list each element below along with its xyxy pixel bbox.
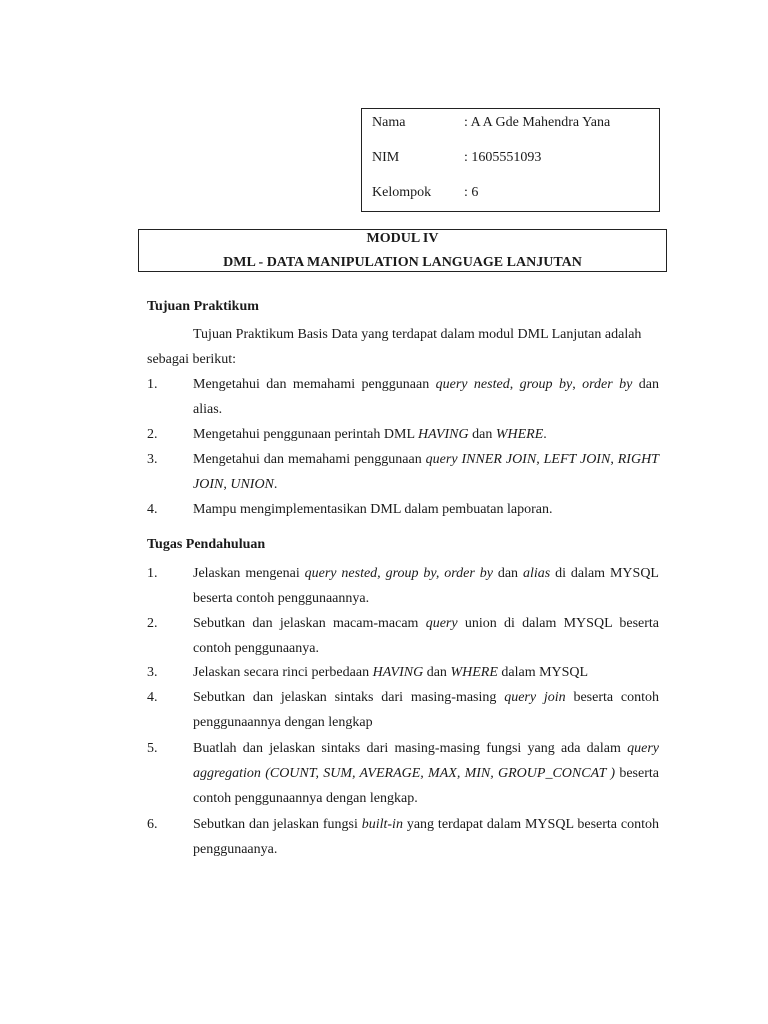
item-number: 6. — [147, 817, 158, 832]
item-text: Sebutkan dan jelaskan sintaks dari masing-masing query join beserta contoh penggunaannya dengan lengkap — [193, 690, 660, 730]
module-title-box — [138, 229, 667, 272]
student-info-box — [361, 108, 660, 212]
item-number: 2. — [147, 616, 158, 631]
item-text: Mampu mengimplementasikan DML dalam pembuatan laporan. — [193, 502, 553, 517]
tugas-heading: Tugas Pendahuluan — [147, 537, 266, 552]
nim-label: NIM — [372, 150, 400, 165]
nama-label: Nama — [372, 115, 406, 130]
item-number: 5. — [147, 741, 158, 756]
item-text: Jelaskan mengenai query nested, group by, order by dan alias di dalam MYSQL beserta contoh penggunaannya. — [193, 566, 659, 606]
nama-value: : A A Gde Mahendra Yana — [464, 115, 611, 130]
item-number: 4. — [147, 690, 158, 705]
item-text: Mengetahui dan memahami penggunaan query INNER JOIN, LEFT JOIN, RIGHT JOIN, UNION. — [193, 452, 659, 492]
item-number: 1. — [147, 377, 158, 392]
nim-value: : 1605551093 — [464, 150, 542, 165]
item-number: 2. — [147, 427, 158, 442]
item-text: Sebutkan dan jelaskan macam-macam query union di dalam MYSQL beserta contoh penggunaanya. — [193, 616, 659, 656]
tujuan-heading: Tujuan Praktikum — [147, 299, 259, 314]
item-number: 4. — [147, 502, 158, 517]
item-text: Jelaskan secara rinci perbedaan HAVING dan WHERE dalam MYSQL — [193, 665, 589, 680]
item-text: Buatlah dan jelaskan sintaks dari masing-masing fungsi yang ada dalam query aggregation (COUNT, SUM, AVERAGE, MAX, MIN, GROUP_CONCAT ) beserta contoh penggunaannya dengan lengkap. — [193, 741, 659, 806]
module-title: DML - DATA MANIPULATION LANGUAGE LANJUTAN — [223, 255, 582, 270]
tujuan-intro-text: Tujuan Praktikum Basis Data yang terdapat dalam modul DML Lanjutan adalah sebagai berikut: — [147, 327, 642, 367]
item-text: Mengetahui penggunaan perintah DML HAVING dan WHERE. — [193, 427, 547, 442]
item-text: Mengetahui dan memahami penggunaan query nested, group by, order by dan alias. — [193, 377, 659, 417]
kelompok-value: : 6 — [464, 185, 479, 200]
tujuan-intro — [147, 322, 659, 372]
item-number: 1. — [147, 566, 158, 581]
item-number: 3. — [147, 665, 158, 680]
item-number: 3. — [147, 452, 158, 467]
kelompok-label: Kelompok — [372, 185, 432, 200]
item-text: Sebutkan dan jelaskan fungsi built-in yang terdapat dalam MYSQL beserta contoh penggunaanya. — [193, 817, 659, 857]
module-number: MODUL IV — [366, 231, 439, 246]
